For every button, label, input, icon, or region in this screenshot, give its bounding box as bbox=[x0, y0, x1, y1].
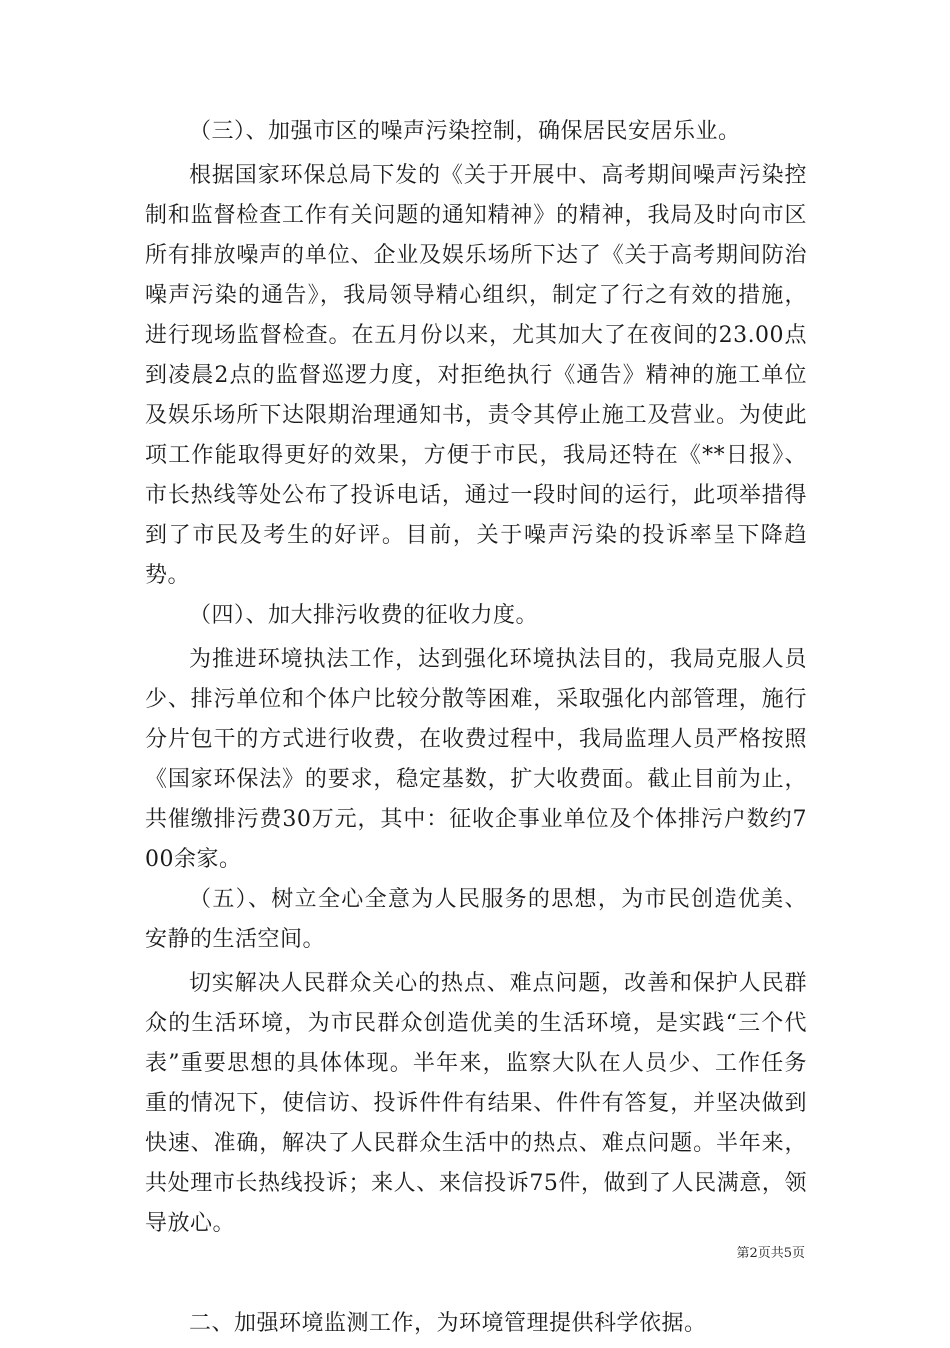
section-spacer bbox=[145, 1244, 807, 1304]
section-3-heading: （三）、加强市区的噪声污染控制，确保居民安居乐业。 bbox=[189, 119, 741, 144]
section-4-paragraph: 为推进环境执法工作，达到强化环境执法目的，我局克服人员少、排污单位和个体户比较分散等困难，采取强化内部管理，施行分片包干的方式进行收费，在收费过程中，我局监理人员严格按照《国家环保法》的要求，稳定基数，扩大收费面。截止目前为止，共催缴排污费30万元，其中：征收企事业单位及个体排污户数约700余家。 bbox=[145, 647, 807, 872]
document-body bbox=[145, 112, 807, 1348]
section-5-paragraph: 切实解决人民群众关心的热点、难点问题，改善和保护人民群众的生活环境，为市民群众创造优美的生活环境，是实践“三个代表”重要思想的具体体现。半年来，监察大队在人员少、工作任务重的情况下，使信访、投诉件件有结果、件件有答复，并坚决做到快速、准确，解决了人民群众生活中的热点、难点问题。半年来，共处理市长热线投诉；来人、来信投诉75件，做到了人民满意，领导放心。 bbox=[145, 971, 807, 1236]
section-4-heading: （四）、加大排污收费的征收力度。 bbox=[189, 603, 539, 628]
section-5-heading: （五）、树立全心全意为人民服务的思想，为市民创造优美、安静的生活空间。 bbox=[145, 887, 807, 952]
section-3-paragraph: 根据国家环保总局下发的《关于开展中、高考期间噪声污染控制和监督检查工作有关问题的通知精神》的精神，我局及时向市区所有排放噪声的单位、企业及娱乐场所下达了《关于高考期间防治噪声污染的通告》，我局领导精心组织，制定了行之有效的措施，进行现场监督检查。在五月份以来，尤其加大了在夜间的23.00点到凌晨2点的监督巡逻力度，对拒绝执行《通告》精神的施工单位及娱乐场所下达限期治理通知书，责令其停止施工及营业。为使此项工作能取得更好的效果，方便于市民，我局还特在《**日报》、市长热线等处公布了投诉电话，通过一段时间的运行，此项举措得到了市民及考生的好评。目前，关于噪声污染的投诉率呈下降趋势。 bbox=[145, 163, 807, 588]
part-2-heading: 二、加强环境监测工作，为环境管理提供科学依据。 bbox=[189, 1311, 707, 1336]
page-number-footer: 第2页共5页 bbox=[736, 1246, 805, 1261]
